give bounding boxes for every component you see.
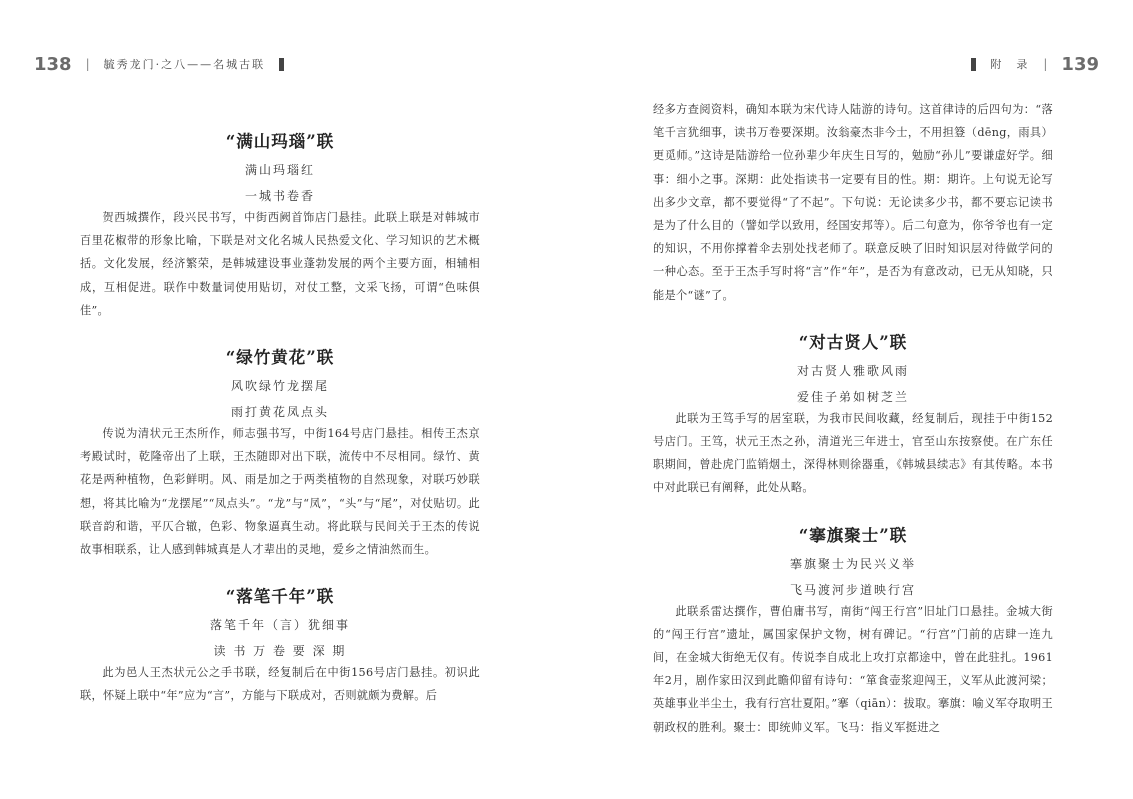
section-body: 贺西城撰作，段兴民书写，中街西阙首饰店门悬挂。此联上联是对韩城市百里花椒带的形象比喻，下联是对文化名城人民热爱文化、学习知识的艺术概括。文化发展，经济繁荣，是韩城建设事业蓬勃发展的两个主要方面，相辅相成，互相促进。联作中数量词使用贴切，对仗工整，文采飞扬，可谓“色味俱佳”。 <box>80 211 480 317</box>
section-lvzhu-huanghua <box>80 344 480 561</box>
continued-paragraph: 经多方查阅资料，确知本联为宋代诗人陆游的诗句。这首律诗的后四句为：“落笔千言犹细事，读书万卷要深期。汝翁豪杰非今士，不用担簦（dēng，雨具）更觅师。”这诗是陆游给一位孙辈少年庆生日写的，勉励“孙儿”要谦虚好学。细事：细小之事。深期：此处指读书一定要有目的性。期：期许。上句说无论写出多少文章，都不要觉得“了不起”。下句说：无论读多少书，都不要忘记读书是为了什么目的（譬如学以致用，经国安邦等）。后二句意为，你爷爷也有一定的知识，不用你撑着伞去别处找老师了。联意反映了旧时知识层对待做学问的一种心态。至于王杰手写时将“言”作“年”，是否为有意改动，已无从知晓，只能是个“谜”了。 <box>653 103 1053 302</box>
couplet-lower: 读 书 万 卷 要 深 期 <box>213 644 347 659</box>
section-qianqi-jushi <box>653 522 1053 739</box>
right-page-number: 139 <box>1061 53 1099 75</box>
couplet-upper: 满山玛瑙红 <box>244 163 315 177</box>
couplet-upper: 落笔千年（言）犹细事 <box>209 618 350 633</box>
left-page-header <box>34 52 284 76</box>
couplet-upper: 风吹绿竹龙摆尾 <box>230 379 329 394</box>
section-manshan-manao <box>80 128 480 322</box>
section-dui-gu-xianren <box>653 329 1053 500</box>
section-title: “绿竹黄花”联 <box>225 348 335 368</box>
couplet-lower: 一城书卷香 <box>244 189 315 203</box>
header-block-mark <box>279 58 284 71</box>
couplet-upper: 搴旗聚士为民兴义举 <box>789 556 916 571</box>
couplet-lower: 爱佳子弟如树芝兰 <box>796 389 909 404</box>
header-divider: | <box>85 57 90 71</box>
section-body: 传说为清状元王杰所作，师志强书写，中街164号店门悬挂。相传王杰京考殿试时，乾隆帝出了上联，王杰随即对出下联，流传中不尽相同。绿竹、黄花是两种植物，色彩鲜明。风、雨是加之于两类植物的自然现象，对联巧妙联想，将其比喻为“龙摆尾”“凤点头”。“龙”与“凤”，“头”与“尾”，对仗贴切。此联音韵和谐，平仄合辙，色彩、物象逼真生动。将此联与民间关于王杰的传说故事相联系，让人感到韩城真是人才辈出的灵地，爱乡之情油然而生。 <box>80 427 480 557</box>
header-block-mark <box>971 58 976 71</box>
couplet-upper: 对古贤人雅歌风雨 <box>796 363 909 378</box>
section-title: “落笔千年”联 <box>225 587 335 607</box>
couplet-lower: 飞马渡河步道映行宫 <box>789 582 916 597</box>
right-page-header <box>971 52 1099 76</box>
section-body: 此为邑人王杰状元公之手书联，经复制后在中街156号店门悬挂。初识此联，怀疑上联中“年”应为“言”，方能与下联成对，否则就颇为费解。后 <box>80 666 480 703</box>
header-divider: | <box>1043 57 1048 71</box>
right-page-body <box>653 98 1053 739</box>
couplet-lower: 雨打黄花凤点头 <box>230 405 329 420</box>
section-title: “对古贤人”联 <box>798 332 908 352</box>
left-page-body <box>80 98 480 708</box>
right-running-title: 附 录 <box>990 58 1030 71</box>
left-running-title: 毓秀龙门·之八——名城古联 <box>103 58 266 71</box>
section-title: “满山玛瑙”联 <box>225 132 335 151</box>
left-page-number: 138 <box>34 53 72 75</box>
section-title: “搴旗聚士”联 <box>798 525 908 545</box>
section-luobi-qiannian <box>80 583 480 707</box>
section-body: 此联为王笃手写的居室联，为我市民间收藏，经复制后，现挂于中街152号店门。王笃，状元王杰之孙，清道光三年进士，官至山东按察使。在广东任职期间，曾赴虎门监销烟土，深得林则徐器重，《韩城县续志》有其传略。本书中对此联已有阐释，此处从略。 <box>653 411 1053 495</box>
section-body: 此联系雷达撰作，曹伯庸书写，南街“闯王行宫”旧址门口悬挂。金城大街的“闯王行宫”遗址，属国家保护文物，树有碑记。“行宫”门前的店肆一连九间，在金城大街绝无仅有。传说李自成北上攻打京都途中，曾在此驻扎。1961年2月，剧作家田汉到此瞻仰留有诗句：“箪食壶浆迎闯王，义军从此渡河梁；英雄事业半尘土，我有行宫壮夏阳。”搴（qiān）：拔取。搴旗：喻义军夺取明王朝政权的胜利。聚士：即统帅义军。飞马：指义军挺进之 <box>653 604 1053 734</box>
